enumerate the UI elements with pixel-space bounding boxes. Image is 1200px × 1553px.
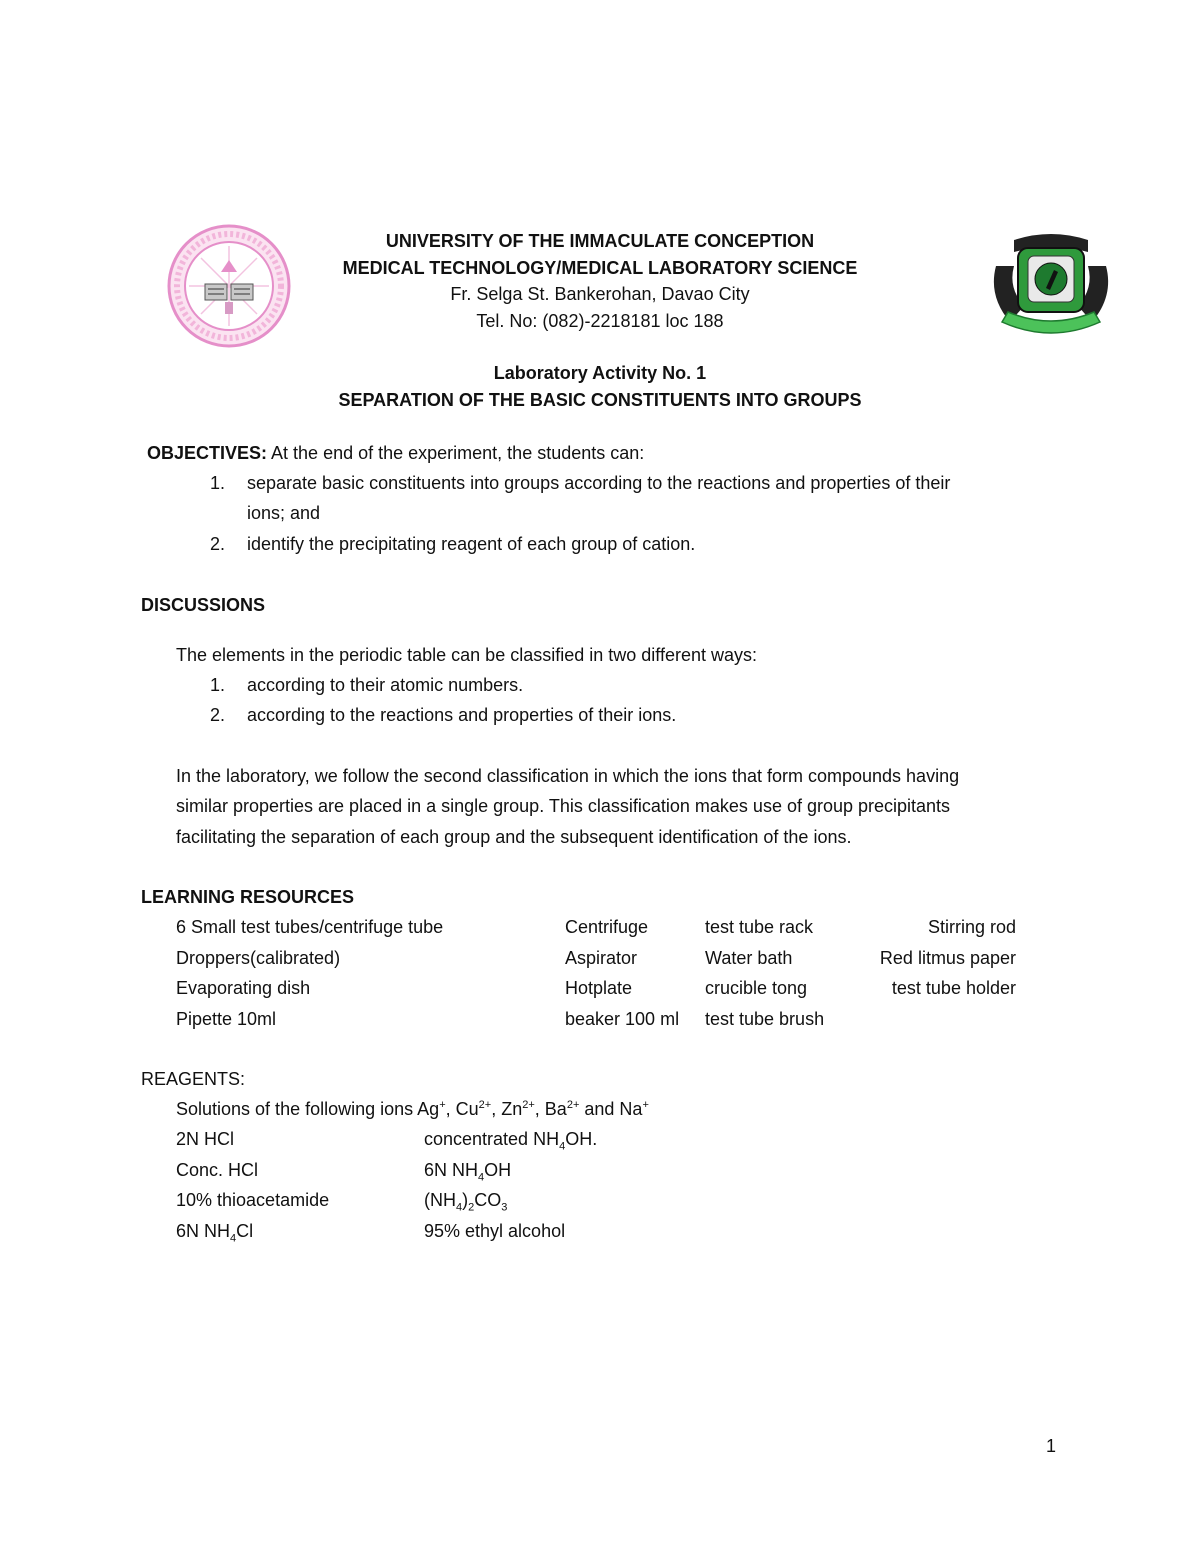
solutions-line [176, 1099, 649, 1120]
objectives-intro [147, 443, 644, 464]
reagent-item: 2N HCl [176, 1129, 235, 1149]
ion: Na+ [619, 1099, 649, 1119]
objectives-label: OBJECTIVES: [147, 443, 268, 463]
resource-item: Red litmus paper [879, 948, 1016, 968]
reagent-item: 10% thioacetamide [176, 1190, 330, 1210]
ion: $Zn^{2+}$, [501, 1099, 545, 1119]
reagent-item: 6N $NH_4Cl$ [176, 1221, 254, 1245]
ion: Ag+, [417, 1099, 456, 1119]
resource-item: beaker 100 ml [565, 1009, 680, 1029]
resource-item: Water bath [705, 948, 793, 968]
solutions-prefix: Solutions of the following ions [176, 1099, 418, 1119]
objective-number: 2. [210, 534, 226, 554]
reagent-item: concentrated $NH_4OH$. [424, 1129, 598, 1153]
objective-text: separate basic constituents into groups according to the reactions and properties of their [247, 473, 951, 493]
objectives-intro-text: At the end of the experiment, the students can: [267, 443, 645, 463]
discussion-paragraph-line: facilitating the separation of each group and the subsequent identification of the ions. [176, 827, 852, 847]
resource-item: Stirring rod [927, 917, 1016, 937]
resource-item: Hotplate [565, 978, 633, 998]
discussion-item-text: according to their atomic numbers. [247, 675, 524, 695]
university-name: UNIVERSITY OF THE IMMACULATE CONCEPTION [385, 231, 815, 251]
reagent-item: 6N $NH_4OH$ [424, 1160, 512, 1184]
resource-item: Centrifuge [565, 917, 649, 937]
activity-title: SEPARATION OF THE BASIC CONSTITUENTS INTO GROUPS [338, 390, 862, 410]
discussion-paragraph-line: In the laboratory, we follow the second classification in which the ions that form compounds having [176, 766, 960, 786]
telephone: Tel. No: (082)-2218181 loc 188 [476, 311, 724, 331]
page-number: 1 [1046, 1436, 1057, 1456]
resource-item: crucible tong [705, 978, 808, 998]
discussion-paragraph-line: similar properties are placed in a single group. This classification makes use of group precipitants [176, 796, 951, 816]
objective-text: identify the precipitating reagent of each group of cation. [247, 534, 696, 554]
learning-resources-heading: LEARNING RESOURCES [141, 887, 355, 907]
resource-item: Droppers(calibrated) [176, 948, 341, 968]
reagent-item: 95% ethyl alcohol [424, 1221, 566, 1241]
discussions-heading: DISCUSSIONS [141, 595, 266, 615]
resource-item: Pipette 10ml [176, 1009, 277, 1029]
objective-text-continued: ions; and [247, 503, 321, 523]
resource-item: Evaporating dish [176, 978, 311, 998]
activity-number: Laboratory Activity No. 1 [493, 363, 707, 383]
department-name: MEDICAL TECHNOLOGY/MEDICAL LABORATORY SCIENCE [342, 258, 858, 278]
resource-item: test tube holder [891, 978, 1016, 998]
address: Fr. Selga St. Bankerohan, Davao City [450, 284, 750, 304]
discussions-intro: The elements in the periodic table can be classified in two different ways: [176, 645, 757, 665]
resource-item: Aspirator [565, 948, 638, 968]
discussion-item-number: 1. [210, 675, 226, 695]
reagent-item: Conc. HCl [176, 1160, 259, 1180]
reagent-item: $(NH_4)_2CO_3$ [424, 1190, 508, 1214]
objective-number: 1. [210, 473, 226, 493]
resource-item: test tube rack [705, 917, 814, 937]
resource-item: 6 Small test tubes/centrifuge tube [176, 917, 444, 937]
discussion-item-text: according to the reactions and properties of their ions. [247, 705, 677, 725]
resource-item: test tube brush [705, 1009, 825, 1029]
reagents-heading: REAGENTS: [141, 1069, 246, 1089]
discussion-item-number: 2. [210, 705, 226, 725]
ion: $Cu^{2+}$, [455, 1099, 502, 1119]
ion: $Ba^{2+}$ and [544, 1099, 620, 1119]
